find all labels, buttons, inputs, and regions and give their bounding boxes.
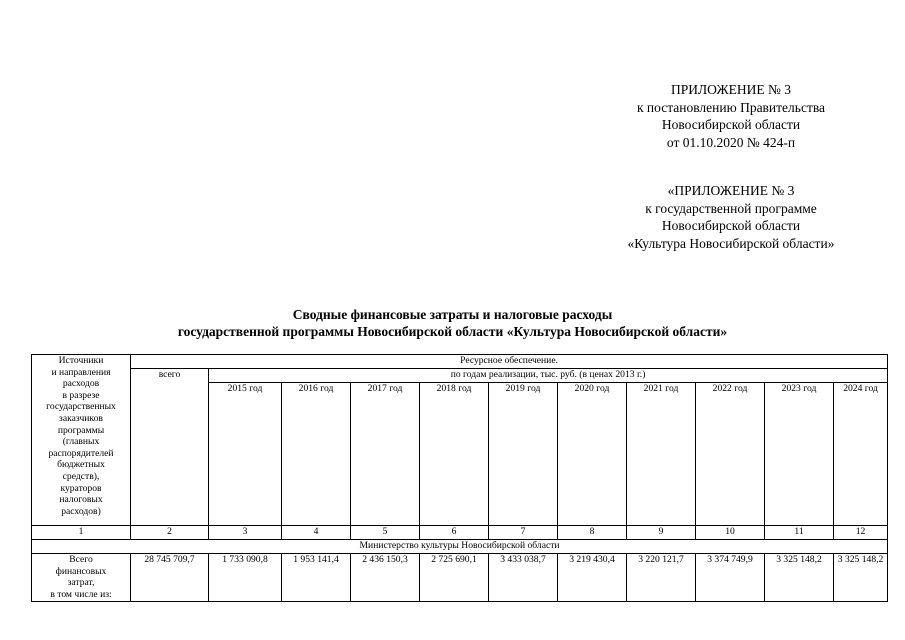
document-title [0,306,905,340]
year-value: 3 433 038,7 [489,554,558,602]
year-header: 2018 год [420,383,489,526]
year-header: 2017 год [351,383,420,526]
sources-header-text: программы [57,424,105,436]
sources-header-text: распорядителей [48,447,114,459]
appendix-line: «Культура Новосибирской области» [627,235,835,251]
year-value: 2 436 150,3 [351,554,420,602]
appendix-line: Новосибирской области [661,117,801,132]
years-caption: по годам реализации, тыс. руб. (в ценах 2013 г.) [209,369,888,383]
col-number: 12 [834,526,888,540]
appendix-title: «ПРИЛОЖЕНИЕ № 3 [667,183,795,198]
col-number: 11 [765,526,834,540]
year-header: 2021 год [627,383,696,526]
appendix-header [600,81,862,151]
sources-header-text: налоговых [59,494,103,506]
year-value: 1 953 141,4 [282,554,351,602]
col-number: 8 [558,526,627,540]
row-label-line: Всего [69,554,93,565]
col-number: 3 [209,526,282,540]
ministry-row: Министерство культуры Новосибирской области [32,540,888,554]
year-header: 2019 год [489,383,558,526]
appendix-line: к государственной программе [645,200,817,216]
year-header: 2023 год [765,383,834,526]
sources-header-cell [32,355,131,526]
year-value: 2 725 690,1 [420,554,489,602]
finance-table [31,354,888,602]
row-label-line: затрат, [67,577,95,588]
year-value: 3 374 749,9 [696,554,765,602]
appendix-line: Новосибирской области [661,218,801,233]
program-appendix-header [600,182,862,252]
appendix-date: от 01.10.2020 № 424-п [666,134,796,150]
row-label-line: финансовых [55,565,107,577]
sources-header-text: расходов [62,378,100,390]
col-number: 9 [627,526,696,540]
total-value: 28 745 709,7 [131,554,209,602]
year-header: 2020 год [558,383,627,526]
year-header: 2016 год [282,383,351,526]
year-value: 3 325 148,2 [834,554,888,602]
title-line-2: государственной программы Новосибирской области «Культура Новосибирской области» [177,324,728,339]
sources-header-text: заказчиков [59,412,103,424]
appendix-title: ПРИЛОЖЕНИЕ № 3 [670,82,792,97]
sources-header-text: средств), [62,470,100,482]
resource-header: Ресурсное обеспечение. [131,355,888,369]
row-label-line: в том числе из: [50,588,112,600]
sources-header-text: государственных [46,401,116,413]
year-value: 3 219 430,4 [558,554,627,602]
sources-header-text: бюджетных [57,459,105,471]
col-number: 4 [282,526,351,540]
sources-header-text: в разрезе [62,389,100,401]
col-number: 2 [131,526,209,540]
year-value: 3 220 121,7 [627,554,696,602]
appendix-line: к постановлению Правительства [636,99,826,115]
year-header: 2024 год [834,383,888,526]
year-header: 2022 год [696,383,765,526]
sources-header-text: (главных [62,436,100,448]
col-number: 5 [351,526,420,540]
year-header: 2015 год [209,383,282,526]
total-header: всего [131,369,209,526]
sources-header-text: кураторов [60,482,102,494]
col-number: 6 [420,526,489,540]
col-number: 10 [696,526,765,540]
col-number: 1 [32,526,131,540]
year-value: 1 733 090,8 [209,554,282,602]
sources-header-text: расходов) [61,505,101,517]
title-line-1: Сводные финансовые затраты и налоговые расходы [292,307,613,322]
col-number: 7 [489,526,558,540]
sources-header-text: Источники [58,355,104,366]
total-row-label [32,554,131,602]
sources-header-text: и направления [51,366,111,378]
year-value: 3 325 148,2 [765,554,834,602]
